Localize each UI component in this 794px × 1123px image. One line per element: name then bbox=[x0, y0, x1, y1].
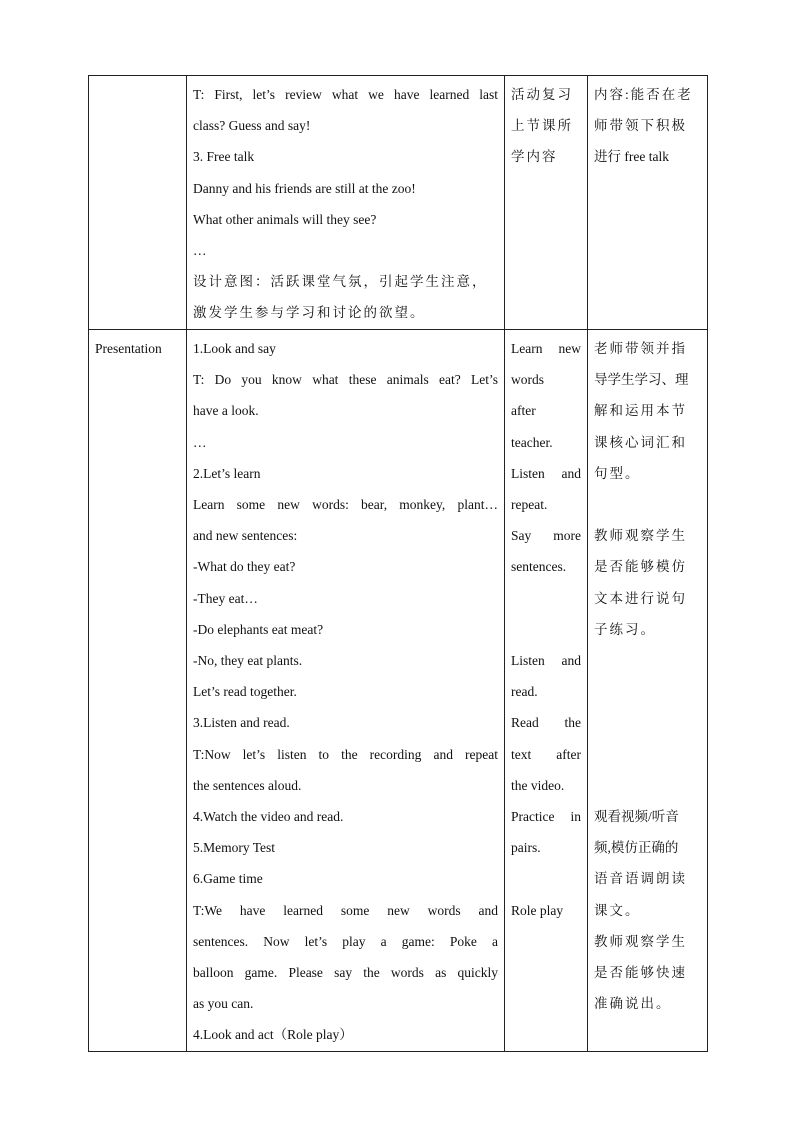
lesson-plan-table bbox=[88, 75, 708, 1052]
spacer bbox=[594, 707, 701, 738]
activity-cell bbox=[505, 76, 588, 330]
procedure-line: 3.Listen and read. bbox=[193, 715, 290, 731]
procedure-line: T: Do you know what these animals eat? Let’s bbox=[193, 372, 498, 388]
evaluation-line: 是否能够模仿 bbox=[594, 559, 687, 575]
design-intent-line: 激发学生参与学习和讨论的欲望。 bbox=[193, 305, 426, 321]
activity-line: 学内容 bbox=[511, 149, 558, 165]
activity-line: after bbox=[511, 403, 536, 419]
procedure-line: What other animals will they see? bbox=[193, 211, 377, 227]
activity-line: Role play bbox=[511, 902, 564, 918]
procedure-line: T:Now let’s listen to the recording and repeat bbox=[193, 746, 498, 762]
evaluation-line: 进行 free talk bbox=[594, 149, 669, 165]
activity-line: Learn new bbox=[511, 341, 581, 356]
procedure-line: and new sentences: bbox=[193, 528, 298, 544]
spacer bbox=[594, 489, 701, 520]
activity-line: repeat. bbox=[511, 497, 548, 513]
activity-line: pairs. bbox=[511, 840, 541, 856]
spacer bbox=[511, 863, 581, 894]
procedure-cell bbox=[187, 330, 505, 1052]
activity-line: Say more bbox=[511, 528, 581, 544]
activity-line: Practice in bbox=[511, 809, 581, 825]
procedure-line: 3. Free talk bbox=[193, 149, 255, 165]
activity-cell bbox=[505, 330, 588, 1052]
spacer bbox=[594, 739, 701, 770]
procedure-line: Let’s read together. bbox=[193, 684, 297, 700]
activity-line: sentences. bbox=[511, 559, 567, 575]
procedure-line: -What do they eat? bbox=[193, 559, 296, 575]
procedure-line: -They eat… bbox=[193, 590, 258, 606]
spacer bbox=[511, 583, 581, 614]
activity-line: Listen and bbox=[511, 653, 581, 668]
procedure-line: class? Guess and say! bbox=[193, 118, 311, 134]
activity-line: teacher. bbox=[511, 434, 553, 450]
procedure-line: as you can. bbox=[193, 996, 254, 1012]
evaluation-cell bbox=[588, 330, 708, 1052]
evaluation-line: 课文。 bbox=[594, 902, 641, 918]
procedure-line: T:We have learned some new words and bbox=[193, 902, 498, 918]
evaluation-line: 句型。 bbox=[594, 465, 641, 481]
evaluation-line: 课核心词汇和 bbox=[594, 434, 687, 450]
procedure-line: Learn some new words: bear, monkey, plant… bbox=[193, 497, 498, 513]
evaluation-line: 解和运用本节 bbox=[594, 403, 687, 419]
activity-line: 上节课所 bbox=[511, 118, 573, 134]
evaluation-line: 导学生学习、理 bbox=[594, 372, 689, 388]
design-intent-line: 设计意图：活跃课堂气氛，引起学生注意， bbox=[193, 274, 488, 290]
evaluation-line: 内容:能否在老 bbox=[594, 87, 693, 102]
spacer bbox=[594, 770, 701, 801]
procedure-line: … bbox=[193, 243, 207, 259]
evaluation-line: 频,模仿正确的 bbox=[594, 840, 679, 856]
activity-line: the video. bbox=[511, 777, 565, 793]
activity-line: Listen and bbox=[511, 465, 581, 481]
procedure-line: balloon game. Please say the words as quickly bbox=[193, 965, 498, 981]
evaluation-line: 观看视频/听音 bbox=[594, 808, 679, 824]
table-row bbox=[89, 330, 708, 1052]
procedure-line: T: First, let’s review what we have learned last bbox=[193, 87, 498, 102]
evaluation-line: 师带领下积极 bbox=[594, 118, 687, 134]
activity-line: Read the bbox=[511, 715, 581, 731]
evaluation-line: 准确说出。 bbox=[594, 996, 672, 1012]
spacer bbox=[594, 645, 701, 676]
stage-cell: Presentation bbox=[89, 330, 187, 1052]
procedure-line: 1.Look and say bbox=[193, 341, 276, 356]
spacer bbox=[594, 676, 701, 707]
table-row bbox=[89, 76, 708, 330]
procedure-line: 6.Game time bbox=[193, 871, 263, 887]
stage-cell bbox=[89, 76, 187, 330]
activity-line: text after bbox=[511, 746, 581, 762]
evaluation-line: 老师带领并指 bbox=[594, 341, 687, 356]
procedure-line: the sentences aloud. bbox=[193, 777, 302, 793]
procedure-line: 5.Memory Test bbox=[193, 840, 276, 856]
activity-line: 活动复习 bbox=[511, 87, 573, 102]
evaluation-line: 是否能够快速 bbox=[594, 964, 687, 980]
procedure-line: 2.Let’s learn bbox=[193, 465, 261, 481]
evaluation-line: 子练习。 bbox=[594, 621, 656, 637]
activity-line: words bbox=[511, 372, 544, 388]
evaluation-line: 文本进行说句 bbox=[594, 590, 687, 606]
activity-line: read. bbox=[511, 684, 538, 700]
procedure-line: -No, they eat plants. bbox=[193, 653, 303, 669]
evaluation-line: 教师观察学生 bbox=[594, 933, 687, 949]
procedure-line: sentences. Now let’s play a game: Poke a bbox=[193, 933, 498, 949]
procedure-line: 4.Look and act（Role play） bbox=[193, 1027, 353, 1043]
procedure-line: have a look. bbox=[193, 403, 259, 419]
procedure-line: … bbox=[193, 434, 207, 450]
evaluation-line: 教师观察学生 bbox=[594, 528, 687, 544]
procedure-line: -Do elephants eat meat? bbox=[193, 621, 324, 637]
evaluation-line: 语音语调朗读 bbox=[594, 871, 687, 887]
procedure-cell bbox=[187, 76, 505, 330]
evaluation-cell bbox=[588, 76, 708, 330]
procedure-line: Danny and his friends are still at the zoo! bbox=[193, 180, 416, 196]
procedure-line: 4.Watch the video and read. bbox=[193, 809, 344, 825]
spacer bbox=[511, 614, 581, 645]
